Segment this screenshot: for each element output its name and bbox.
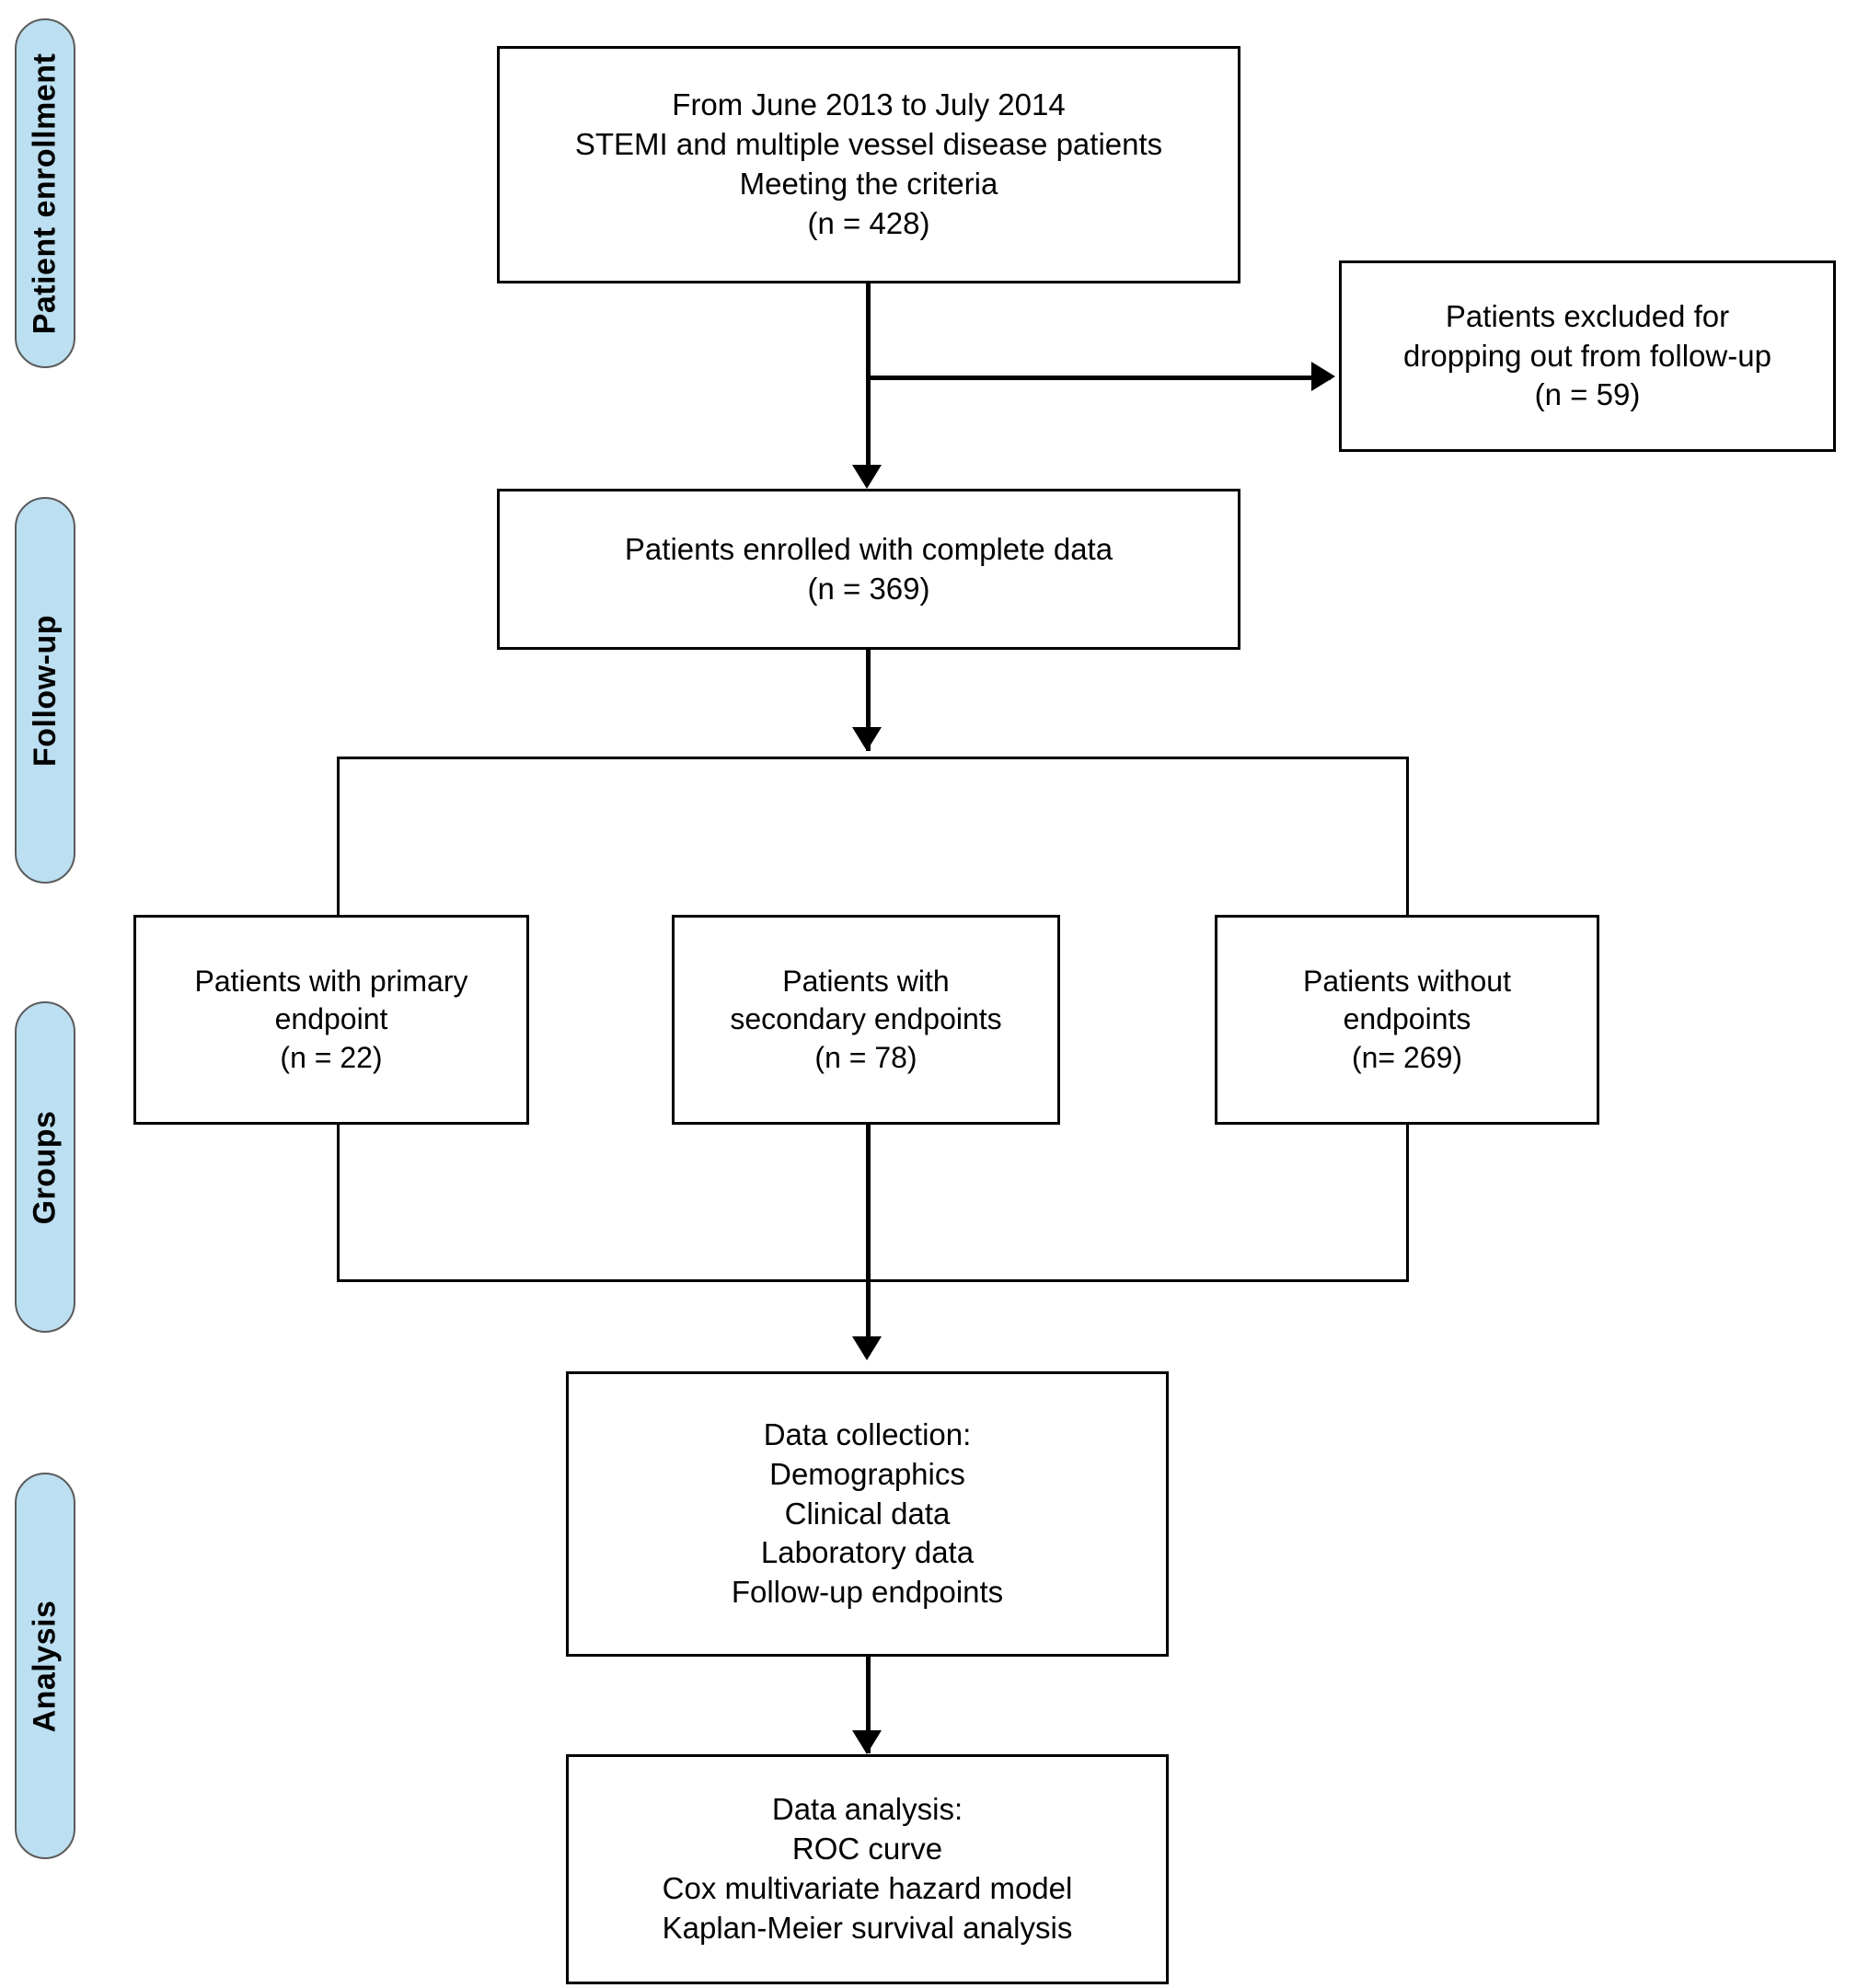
connector-merge-left xyxy=(337,1125,340,1281)
node-data-collection xyxy=(566,1371,1169,1657)
node-line: endpoint xyxy=(274,1002,388,1036)
node-line: Patients enrolled with complete data xyxy=(624,531,1113,566)
node-line: endpoints xyxy=(1343,1002,1471,1036)
stage-label-groups xyxy=(15,1001,75,1333)
node-line: dropping out from follow-up xyxy=(1403,338,1771,373)
node-line: (n = 22) xyxy=(280,1040,383,1074)
connector-enrollment-to-complete xyxy=(866,283,871,481)
stage-label-text: Analysis xyxy=(27,1600,63,1732)
node-line: Kaplan-Meier survival analysis xyxy=(662,1910,1073,1945)
node-line: ROC curve xyxy=(791,1832,943,1867)
node-line: Clinical data xyxy=(784,1496,951,1531)
connector-merge-bus xyxy=(337,1279,1409,1282)
connector-split-bus xyxy=(337,757,1409,759)
node-secondary-endpoints xyxy=(672,915,1060,1125)
node-line: Patients excluded for xyxy=(1445,298,1730,333)
node-line: secondary endpoints xyxy=(730,1002,1002,1036)
stage-label-text: Patient enrollment xyxy=(27,52,63,334)
node-complete-data xyxy=(497,489,1240,650)
node-line: (n = 78) xyxy=(814,1040,917,1074)
node-primary-endpoint xyxy=(133,915,529,1125)
node-line: Laboratory data xyxy=(760,1535,975,1570)
node-line: (n = 369) xyxy=(807,571,930,606)
node-data-analysis xyxy=(566,1754,1169,1984)
node-line: STEMI and multiple vessel disease patients xyxy=(574,127,1163,162)
node-line: Cox multivariate hazard model xyxy=(662,1871,1073,1905)
node-line: Demographics xyxy=(769,1456,965,1491)
node-excluded xyxy=(1339,260,1836,452)
node-line: Patients with primary xyxy=(194,964,468,998)
node-line: Patients without xyxy=(1303,964,1511,998)
stage-label-text: Follow-up xyxy=(27,614,63,767)
node-line: Data collection: xyxy=(763,1416,972,1451)
node-line: (n= 269) xyxy=(1351,1040,1463,1074)
connector-to-excluded xyxy=(866,376,1331,380)
stage-label-patient-enrollment xyxy=(15,18,75,368)
arrowhead-to-collection xyxy=(852,1336,882,1360)
node-line: Meeting the criteria xyxy=(739,167,998,201)
connector-merge-right xyxy=(1406,1125,1409,1281)
arrowhead-to-complete xyxy=(852,465,882,489)
node-line: From June 2013 to July 2014 xyxy=(672,87,1066,122)
node-line: (n = 428) xyxy=(807,205,930,240)
arrowhead-to-analysis xyxy=(852,1730,882,1754)
arrowhead-to-split xyxy=(852,727,882,751)
connector-split-left xyxy=(337,757,340,915)
node-enrollment xyxy=(497,46,1240,283)
stage-label-follow-up xyxy=(15,497,75,884)
stage-label-text: Groups xyxy=(27,1110,63,1224)
arrowhead-to-excluded xyxy=(1311,362,1335,391)
node-without-endpoints xyxy=(1215,915,1599,1125)
connector-split-right xyxy=(1406,757,1409,915)
connector-groups-to-collection xyxy=(866,1125,871,1355)
stage-label-analysis xyxy=(15,1473,75,1859)
node-line: Data analysis: xyxy=(771,1792,963,1827)
node-line: Patients with xyxy=(782,964,950,998)
node-line: Follow-up endpoints xyxy=(731,1575,1004,1610)
node-line: (n = 59) xyxy=(1534,377,1641,412)
